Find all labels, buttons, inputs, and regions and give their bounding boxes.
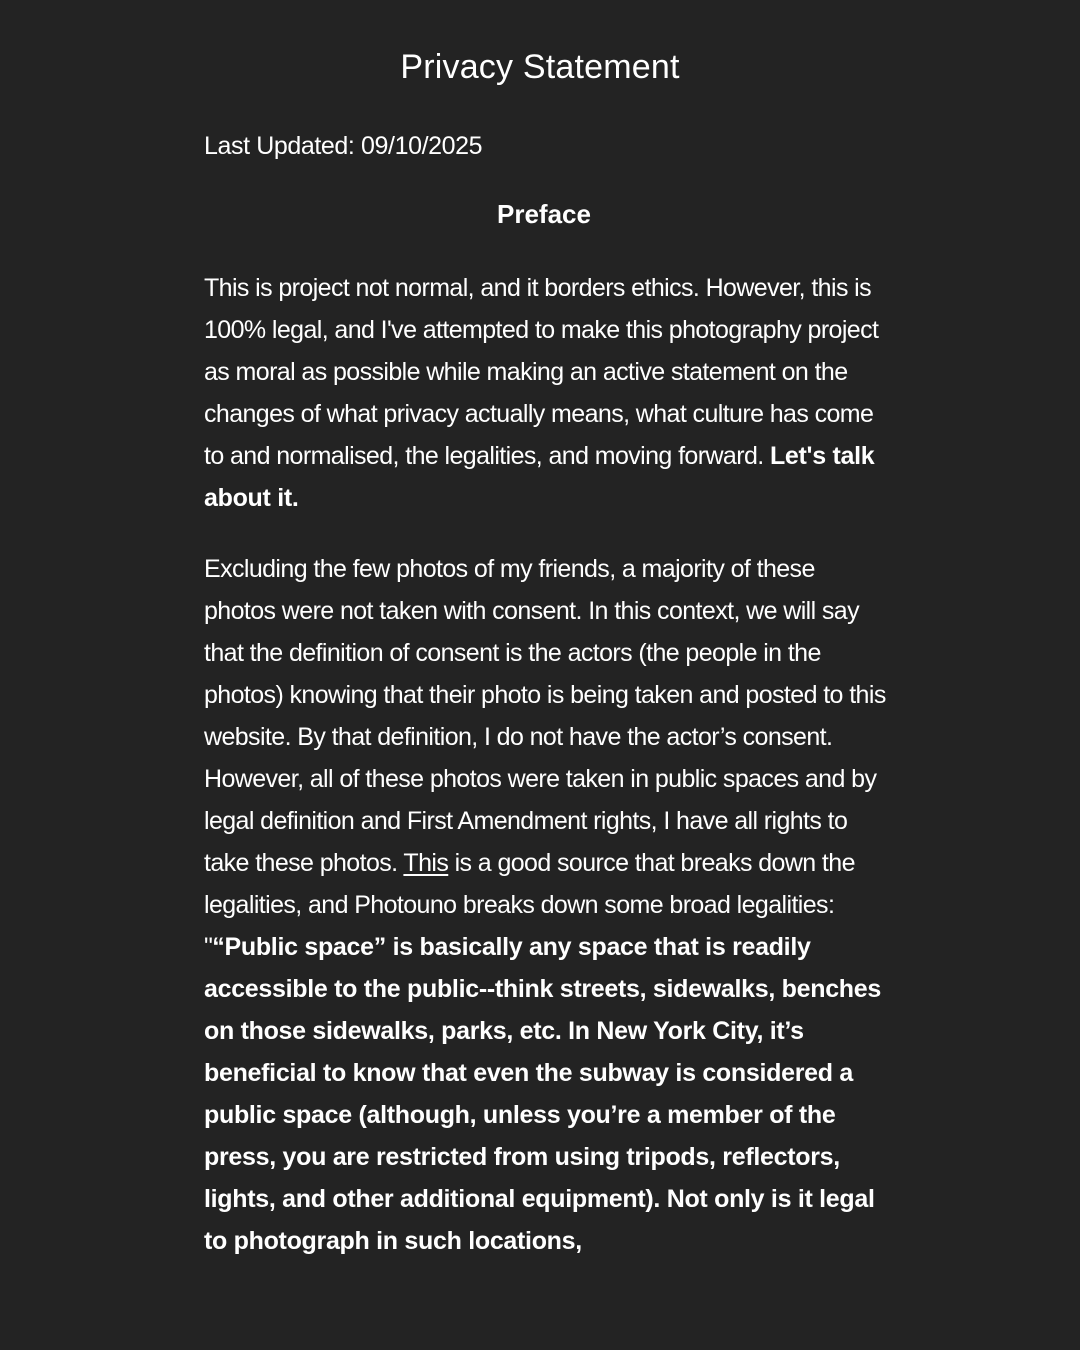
preface-heading: Preface bbox=[497, 199, 591, 229]
preface-paragraph-1 bbox=[204, 267, 888, 519]
preface-paragraph-2 bbox=[204, 548, 888, 1262]
page-title: Privacy Statement bbox=[400, 48, 680, 86]
last-updated-date: Last Updated: 09/10/2025 bbox=[204, 132, 483, 160]
paragraph-1-bold-callout: Let's talk about it. bbox=[204, 442, 875, 512]
photouno-quote: “Public space” is basically any space that is readily accessible to the public--think streets, sidewalks, benches on those sidewalks, parks, etc. In New York City, it’s beneficial to know that even the subway is considered a public space (although, unless you’re a member of the press, you are restricted from using tripods, reflectors, lights, and other additional equipment). Not only is it legal to photograph in such locations, bbox=[204, 933, 881, 1255]
legalities-source-link[interactable]: This bbox=[403, 849, 449, 877]
paragraph-2-text-before-link: Excluding the few photos of my friends, a majority of these photos were not taken with consent. In this context, we will say that the definition of consent is the actors (the people in the photos) knowing that their photo is being taken and posted to this website. By that definition, I do not have the actor’s consent. However, all of these photos were taken in public spaces and by legal definition and First Amendment rights, I have all rights to take these photos. bbox=[204, 555, 886, 877]
paragraph-1-text: This is project not normal, and it borders ethics. However, this is 100% legal, and I've attempted to make this photography project as moral as possible while making an active statement on the changes of what privacy actually means, what culture has come to and normalised, the legalities, and moving forward. bbox=[204, 274, 879, 470]
paragraph-2-text-after-link: is a good source that breaks down the legalities, and Photouno breaks down some broad legalities: " bbox=[204, 849, 855, 961]
